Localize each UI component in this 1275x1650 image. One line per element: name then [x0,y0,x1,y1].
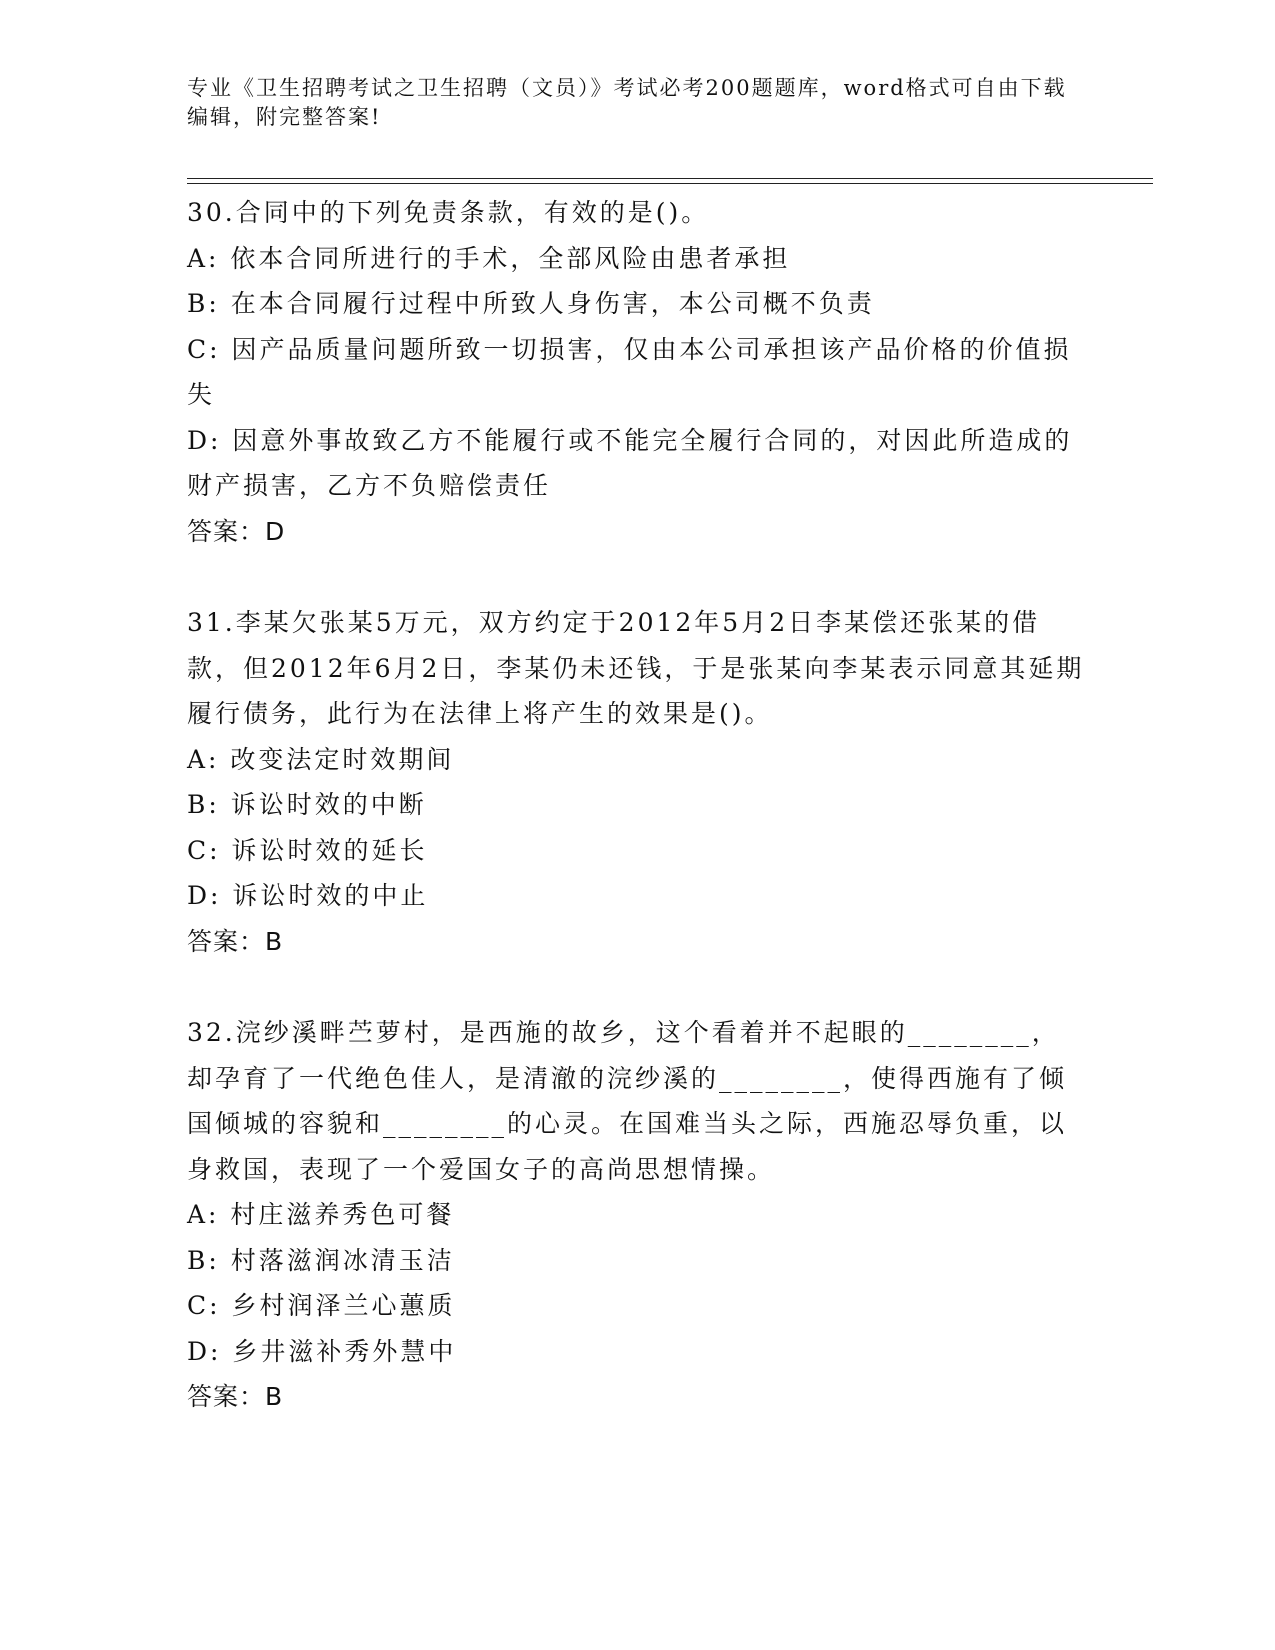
option-b: B: 在本合同履行过程中所致人身伤害，本公司概不负责 [187,289,875,318]
question-32 [187,1010,1087,1420]
question-30 [187,190,1087,554]
question-31 [187,600,1087,964]
option-c: C: 因产品质量问题所致一切损害，仅由本公司承担该产品价格的价值损失 [187,334,1072,409]
option-c: C: 诉讼时效的延长 [187,835,428,865]
option-c: C: 乡村润泽兰心蕙质 [187,1291,456,1320]
header-divider-top [187,178,1153,179]
option-b: B: 村落滋润冰清玉洁 [187,1245,455,1275]
question-text: 32.浣纱溪畔苎萝村，是西施的故乡，这个看着并不起眼的________，却孕育了一代绝色佳人，是清澈的浣纱溪的________，使得西施有了倾国倾城的容貌和________的心灵。在国难当头之际，西施忍辱负重，以身救国，表现了一个爱国女子的高尚思想情操。 [187,1018,1068,1184]
question-list [187,190,1087,1466]
answer-label: 答案：B [187,926,284,956]
option-d: D: 诉讼时效的中止 [187,881,429,910]
question-text: 31.李某欠张某5万元，双方约定于2012年5月2日李某偿还张某的借款，但2012年6月2日，李某仍未还钱，于是张某向李某表示同意其延期履行债务，此行为在法律上将产生的效果是()。 [187,608,1085,728]
option-a: A: 依本合同所进行的手术，全部风险由患者承担 [187,243,791,273]
header-note: 专业《卫生招聘考试之卫生招聘（文员）》考试必考200题题库，word格式可自由下载编辑，附完整答案! [187,76,1067,129]
answer-label: 答案：B [187,1382,284,1411]
option-d: D: 因意外事故致乙方不能履行或不能完全履行合同的，对因此所造成的财产损害，乙方不负赔偿责任 [187,425,1073,500]
option-a: A: 改变法定时效期间 [187,744,455,774]
option-a: A: 村庄滋养秀色可餐 [187,1200,455,1229]
option-b: B: 诉讼时效的中断 [187,790,427,819]
answer-label: 答案：D [187,516,286,546]
header-divider-bottom [187,183,1153,184]
question-text: 30.合同中的下列免责条款，有效的是()。 [187,198,710,227]
option-d: D: 乡井滋补秀外慧中 [187,1336,457,1366]
